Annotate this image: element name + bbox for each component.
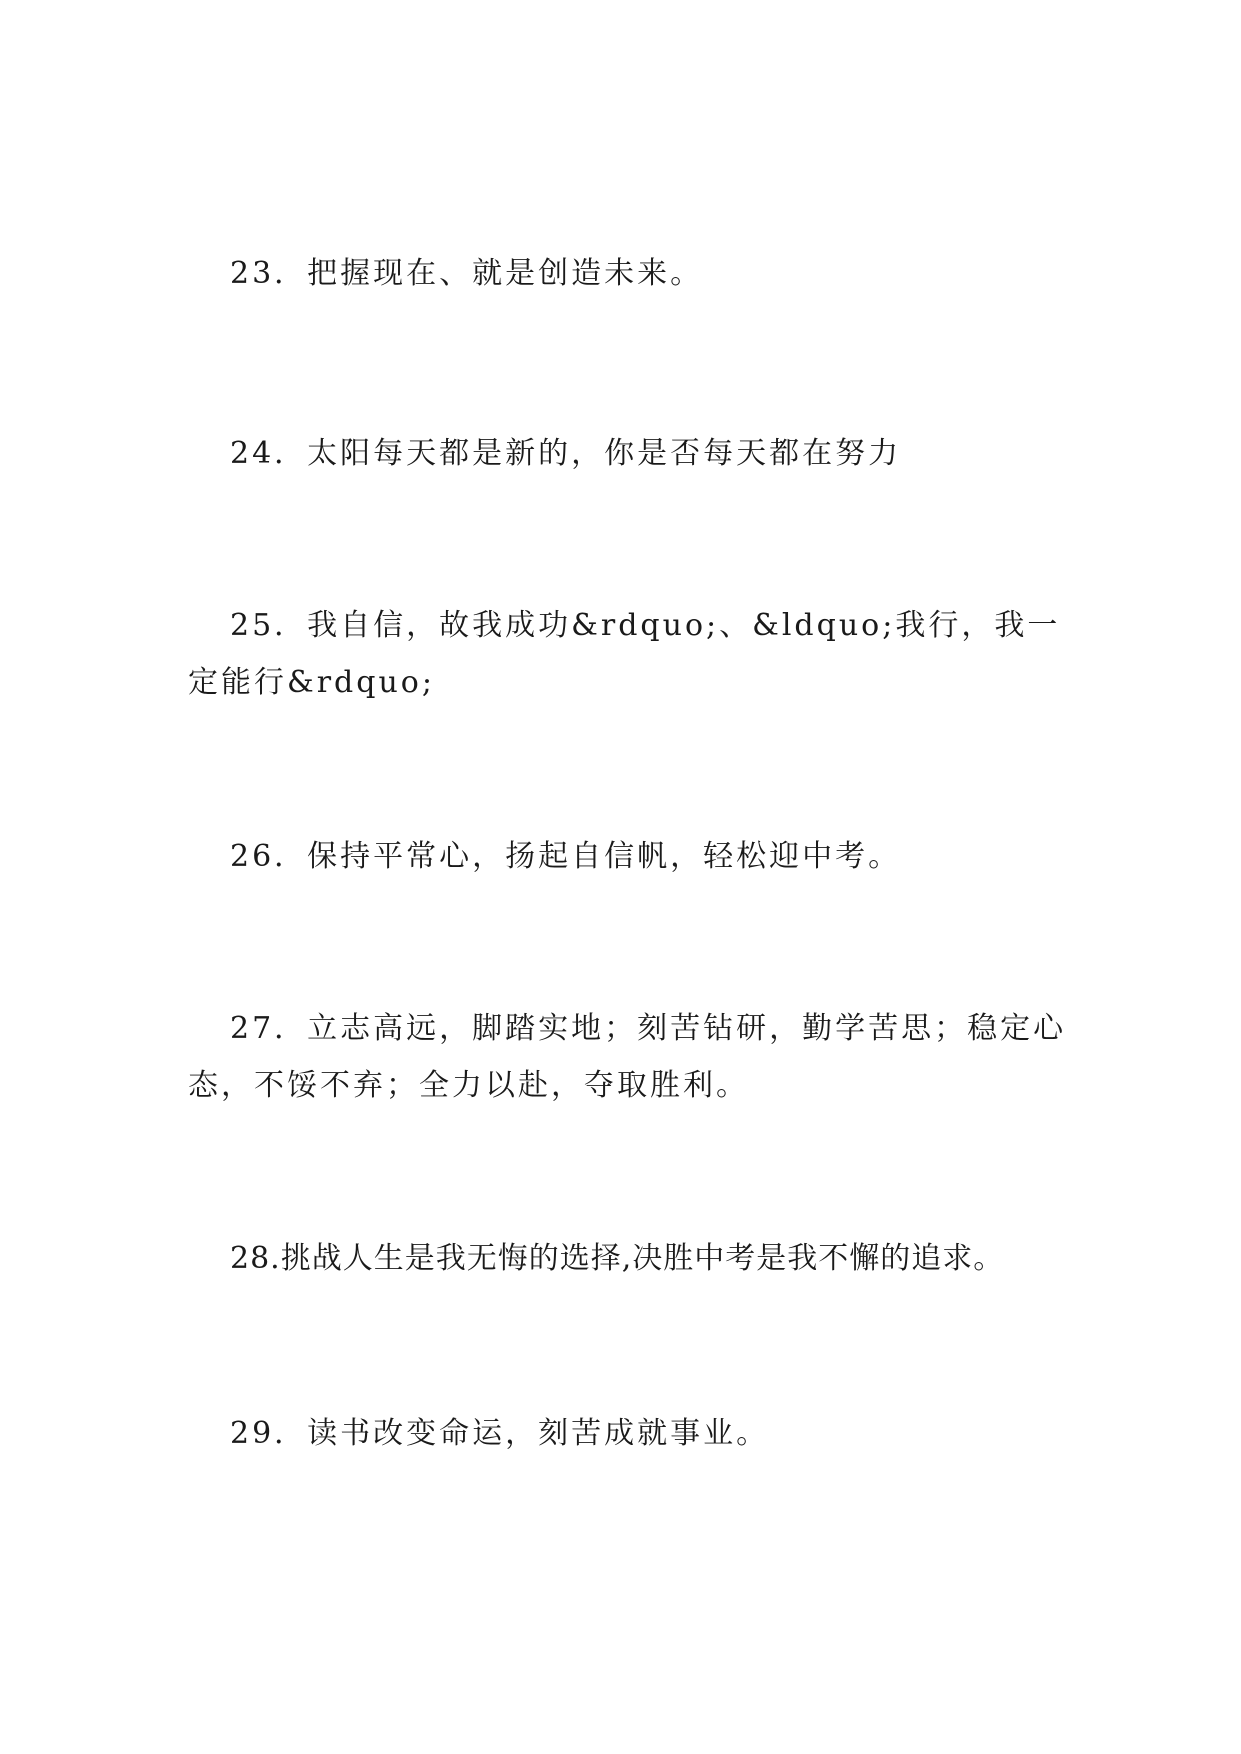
- paragraph-27: 27．立志高远，脚踏实地；刻苦钻研，勤学苦思；稳定心态，不馁不弃；全力以赴，夺取胜利。: [188, 1011, 1067, 1103]
- paragraph-23: 23．把握现在、就是创造未来。: [230, 256, 704, 291]
- paragraph-25: 25．我自信，故我成功&rdquo;、&ldquo;我行，我一定能行&rdquo;: [188, 608, 1061, 700]
- paragraph-29: 29．读书改变命运，刻苦成就事业。: [230, 1416, 770, 1451]
- paragraph-28: 28.挑战人生是我无悔的选择,决胜中考是我不懈的追求。: [230, 1241, 1005, 1276]
- paragraph-24: 24．太阳每天都是新的，你是否每天都在努力: [230, 436, 902, 471]
- paragraph-26: 26．保持平常心，扬起自信帆，轻松迎中考。: [230, 839, 902, 874]
